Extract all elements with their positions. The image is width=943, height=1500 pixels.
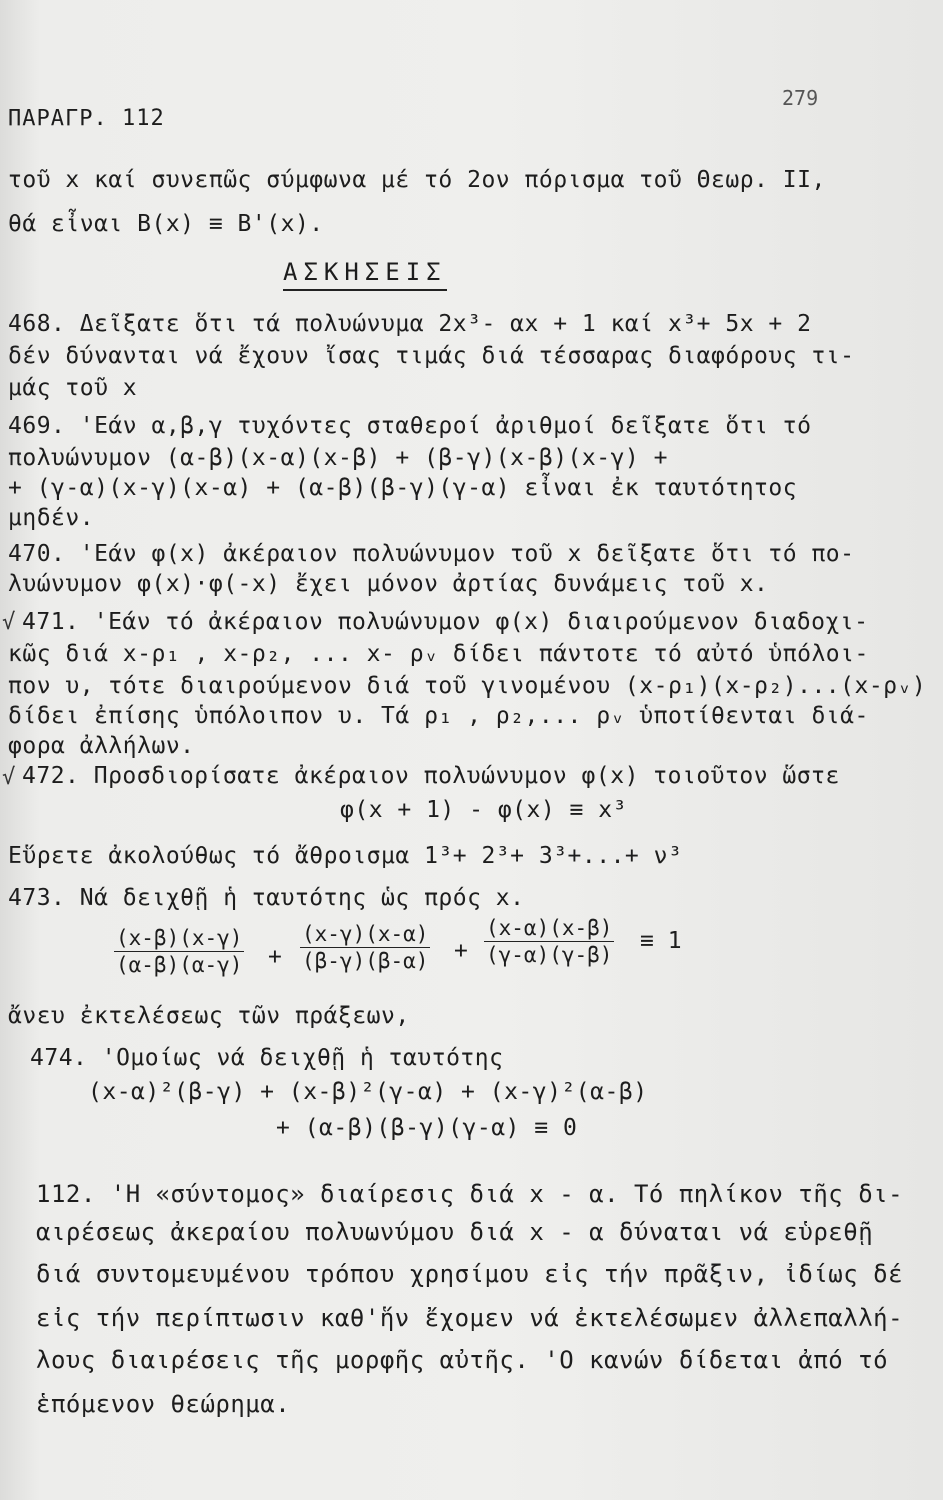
section-header: ΠΑΡΑΓΡ. 112 [8, 106, 165, 131]
ex471-line-2: κῶς διά x-ρ₁ , x-ρ₂, ... x- ρᵥ δίδει πάντοτε τό αὐτό ὑπόλοι- [8, 641, 869, 667]
section112-line-3: διά συντομευμένου τρόπου χρησίμου εἰς τήν πρᾶξιν, ἰδίως δέ [36, 1260, 904, 1288]
section112-line-1: 112. 'Η «σύντομος» διαίρεσις διά x - α. Τό πηλίκον τῆς δι- [36, 1180, 904, 1208]
ex470-line-2: λυώνυμον φ(x)·φ(-x) ἔχει μόνον ἀρτίας δυνάμεις τοῦ x. [8, 571, 769, 597]
ex471-line-1: 471. 'Εάν τό ἀκέραιον πολυώνυμον φ(x) διαιρούμενον διαδοχι- [22, 609, 869, 635]
exercises-title: ΑΣΚΗΣΕΙΣ [283, 258, 447, 291]
ex469-line-3: + (γ-α)(x-γ)(x-α) + (α-β)(β-γ)(γ-α) εἶναι ἐκ ταυτότητος [8, 475, 798, 501]
ex472-line-1: 472. Προσδιορίσατε ἀκέραιον πολυώνυμον φ(x) τοιοῦτον ὥστε [22, 763, 840, 789]
check-mark-471: √ [2, 610, 16, 635]
ex469-line-2: πολυώνυμον (α-β)(x-α)(x-β) + (β-γ)(x-β)(x-γ) + [8, 445, 668, 471]
ex472-equation: φ(x + 1) - φ(x) ≡ x³ [340, 797, 627, 823]
section112-line-6: ἑπόμενον θεώρημα. [36, 1390, 291, 1418]
section112-line-5: λους διαιρέσεις τῆς μορφῆς αὐτῆς. 'Ο κανών δίδεται ἀπό τό [36, 1346, 889, 1374]
intro-line-1: τοῦ x καί συνεπῶς σύμφωνα μέ τό 2ον πόρισμα τοῦ Θεωρ. II, [8, 167, 826, 193]
identity-equals-one: ≡ 1 [640, 928, 682, 954]
ex473-fraction-2 [300, 922, 430, 973]
ex474-line-1: 474. 'Ομοίως νά δειχθῇ ἡ ταυτότης [30, 1045, 504, 1071]
ex468-line-1: 468. Δεῖξατε ὅτι τά πολυώνυμα 2x³- αx + 1 καί x³+ 5x + 2 [8, 311, 812, 337]
fraction-3-numerator: (x-α)(x-β) [486, 916, 613, 940]
ex473-fraction-1 [114, 926, 244, 977]
ex473-after: ἄνευ ἐκτελέσεως τῶν πράξεων, [8, 1003, 410, 1029]
ex468-line-2: δέν δύνανται νά ἔχουν ἴσας τιμάς διά τέσσαρας διαφόρους τι- [8, 343, 855, 369]
ex474-line-2: (x-α)²(β-γ) + (x-β)²(γ-α) + (x-γ)²(α-β) [88, 1079, 648, 1105]
ex473-fraction-3 [484, 916, 614, 967]
ex469-line-1: 469. 'Εάν α,β,γ τυχόντες σταθεροί ἀριθμοί δεῖξατε ὅτι τό [8, 413, 812, 439]
fraction-1-denominator: (α-β)(α-γ) [116, 953, 243, 977]
ex469-line-4: μηδέν. [8, 505, 95, 531]
ex471-line-5: φορα ἀλλήλων. [8, 733, 195, 759]
ex468-line-3: μάς τοῦ x [8, 375, 138, 401]
ex471-line-4: δίδει ἐπίσης ὑπόλοιπον υ. Τά ρ₁ , ρ₂,... ρᵥ ὑποτίθενται διά- [8, 703, 869, 729]
section112-line-2: αιρέσεως ἀκεραίου πολυωνύμου διά x - α δύναται νά εὑρεθῇ [36, 1218, 874, 1246]
page-number: 279 [782, 86, 819, 110]
section112-line-4: εἰς τήν περίπτωσιν καθ'ἥν ἔχομεν νά ἐκτελέσωμεν ἀλλεπαλλή- [36, 1304, 904, 1332]
intro-line-2: θά εἶναι B(x) ≡ B'(x). [8, 211, 324, 237]
ex473-line-1: 473. Νά δειχθῇ ἡ ταυτότης ὡς πρός x. [8, 885, 525, 911]
plus-sign-2: + [454, 938, 468, 964]
plus-sign-1: + [268, 944, 282, 970]
ex472-line-3: Εὕρετε ἀκολούθως τό ἄθροισμα 1³+ 2³+ 3³+...+ ν³ [8, 843, 683, 869]
fraction-2-denominator: (β-γ)(β-α) [302, 949, 429, 973]
ex470-line-1: 470. 'Εάν φ(x) ἀκέραιον πολυώνυμον τοῦ x δεῖξατε ὅτι τό πο- [8, 541, 855, 567]
ex474-line-3: + (α-β)(β-γ)(γ-α) ≡ 0 [276, 1115, 578, 1141]
check-mark-472: √ [2, 765, 16, 790]
fraction-3-denominator: (γ-α)(γ-β) [486, 943, 613, 967]
fraction-2-numerator: (x-γ)(x-α) [302, 922, 429, 946]
ex471-line-3: πον υ, τότε διαιρούμενον διά τοῦ γινομένου (x-ρ₁)(x-ρ₂)...(x-ρᵥ) [8, 673, 927, 699]
fraction-1-numerator: (x-β)(x-γ) [116, 926, 243, 950]
